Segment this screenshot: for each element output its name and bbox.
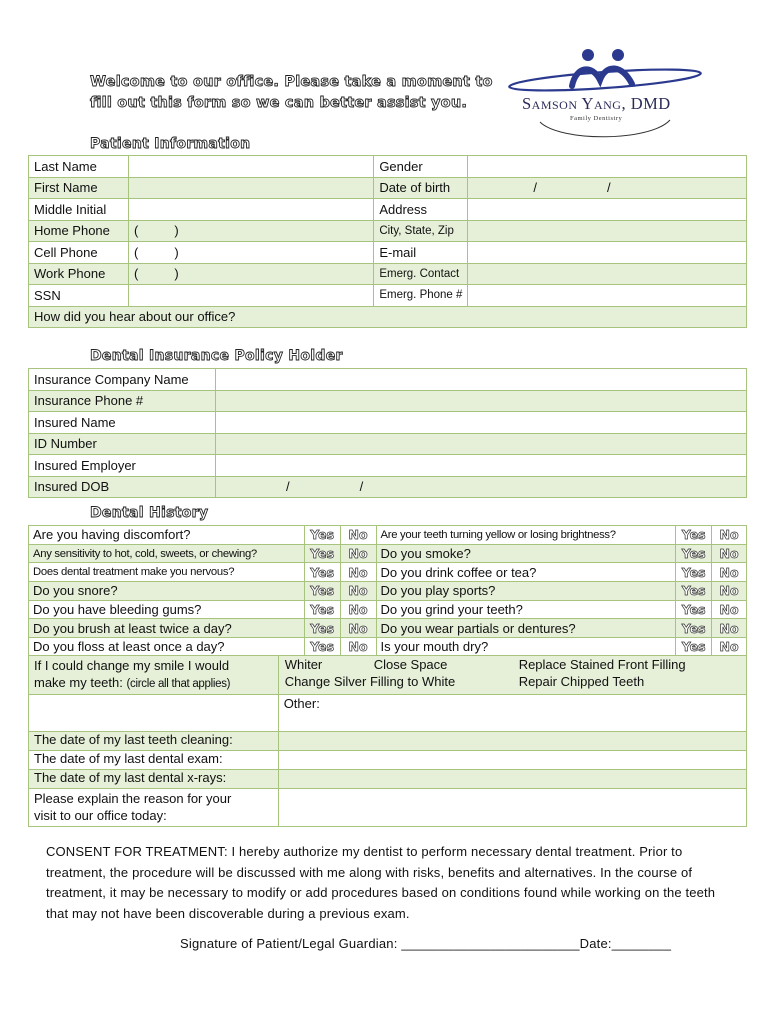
no-option-left[interactable]: No — [340, 582, 376, 601]
home-phone-field[interactable]: ( ) — [128, 220, 373, 242]
no-option-right[interactable]: No — [712, 563, 747, 582]
yes-option-right[interactable]: Yes — [676, 582, 712, 601]
other-label: Other: — [283, 696, 320, 711]
history-question-left: Does dental treatment make you nervous? — [29, 563, 305, 582]
label-emerg-phone: Emerg. Phone # — [374, 285, 468, 307]
logo-subtitle: Family Dentistry — [570, 115, 623, 122]
no-option-right[interactable]: No — [712, 638, 747, 657]
insurance-phone-field[interactable] — [215, 390, 746, 412]
practice-logo — [500, 42, 710, 142]
history-question-right: Is your mouth dry? — [376, 638, 676, 657]
label-cell-phone: Cell Phone — [29, 242, 129, 264]
welcome-line-2: fill out this form so we can better assist you. — [90, 95, 468, 111]
dob-sep-1: / — [533, 180, 538, 196]
history-row — [29, 544, 747, 563]
smile-and-dates-table — [28, 655, 747, 827]
option-close-space[interactable]: Close Space — [373, 657, 448, 672]
yes-option-left[interactable]: Yes — [304, 526, 340, 545]
insurance-row — [29, 433, 747, 455]
no-option-right[interactable]: No — [712, 600, 747, 619]
emerg-contact-field[interactable] — [468, 263, 747, 285]
patient-row — [29, 285, 747, 307]
last-name-field[interactable] — [128, 156, 373, 178]
label-city-state-zip: City, State, Zip — [374, 220, 468, 242]
dob-field[interactable] — [468, 177, 747, 199]
gender-field[interactable] — [468, 156, 747, 178]
label-id-number: ID Number — [29, 433, 216, 455]
no-option-left[interactable]: No — [340, 638, 376, 657]
patient-row — [29, 263, 747, 285]
patient-row — [29, 177, 747, 199]
no-option-right[interactable]: No — [712, 619, 747, 638]
history-question-left: Do you floss at least once a day? — [29, 638, 305, 657]
label-ssn: SSN — [29, 285, 129, 307]
consent-text: CONSENT FOR TREATMENT: I hereby authorize my dentist to perform necessary dental treatment. Prior to treatment, the procedure will be discussed with me along with risks, benefits and alternatives. In the course of treatment, it may be necessary to modify or add procedures based on conditions found while working on the teeth that may not have been discoverable during a previous exam. — [46, 844, 716, 921]
patient-row — [29, 220, 747, 242]
insurance-row — [29, 369, 747, 391]
no-option-left[interactable]: No — [340, 563, 376, 582]
label-dob: Date of birth — [374, 177, 468, 199]
visit-reason-field[interactable] — [278, 789, 746, 827]
welcome-text — [90, 72, 493, 114]
visit-reason-line-1: Please explain the reason for your — [34, 791, 232, 806]
reason-row — [29, 789, 747, 827]
other-blank — [29, 695, 279, 732]
label-address: Address — [374, 199, 468, 221]
patient-row — [29, 156, 747, 178]
yes-option-left[interactable]: Yes — [304, 544, 340, 563]
no-option-left[interactable]: No — [340, 600, 376, 619]
signature-line[interactable]: Signature of Patient/Legal Guardian: ________________________Date:________ — [180, 936, 672, 951]
referral-question[interactable]: How did you hear about our office? — [29, 306, 747, 328]
logo-name: Samson Yang, DMD — [522, 94, 671, 113]
patient-row — [29, 199, 747, 221]
date-row — [29, 732, 747, 751]
middle-initial-field[interactable] — [128, 199, 373, 221]
label-visit-reason — [29, 789, 279, 827]
city-state-zip-field[interactable] — [468, 220, 747, 242]
dental-history-table — [28, 525, 747, 657]
smile-question — [29, 656, 279, 695]
emerg-phone-field[interactable] — [468, 285, 747, 307]
visit-reason-line-2: visit to our office today: — [34, 808, 167, 823]
label-insured-name: Insured Name — [29, 412, 216, 434]
label-insured-employer: Insured Employer — [29, 455, 216, 477]
logo-figures-icon — [500, 42, 710, 142]
yes-option-right[interactable]: Yes — [676, 563, 712, 582]
smile-question-line-2: make my teeth: — [34, 675, 123, 690]
label-insurance-company: Insurance Company Name — [29, 369, 216, 391]
history-question-right: Do you smoke? — [376, 544, 676, 563]
no-option-left[interactable]: No — [340, 526, 376, 545]
history-question-left: Do you have bleeding gums? — [29, 600, 305, 619]
insurance-table — [28, 368, 747, 498]
history-section-title: Dental History — [90, 505, 209, 521]
yes-option-right[interactable]: Yes — [676, 544, 712, 563]
insured-employer-field[interactable] — [215, 455, 746, 477]
history-question-left: Any sensitivity to hot, cold, sweets, or chewing? — [29, 544, 305, 563]
no-option-left[interactable]: No — [340, 619, 376, 638]
label-insured-dob: Insured DOB — [29, 476, 216, 498]
history-question-right: Do you drink coffee or tea? — [376, 563, 676, 582]
label-first-name: First Name — [29, 177, 129, 199]
ssn-field[interactable] — [128, 285, 373, 307]
history-question-left: Are you having discomfort? — [29, 526, 305, 545]
smile-options — [278, 656, 746, 695]
history-question-right: Do you play sports? — [376, 582, 676, 601]
email-field[interactable] — [468, 242, 747, 264]
insurance-row — [29, 390, 747, 412]
cell-phone-field[interactable]: ( ) — [128, 242, 373, 264]
history-row — [29, 563, 747, 582]
yes-option-right[interactable]: Yes — [676, 526, 712, 545]
patient-section-title: Patient Information — [90, 136, 251, 152]
history-question-left: Do you brush at least twice a day? — [29, 619, 305, 638]
label-last-cleaning: The date of my last teeth cleaning: — [29, 732, 279, 751]
label-last-exam: The date of my last dental exam: — [29, 751, 279, 770]
history-question-right: Do you grind your teeth? — [376, 600, 676, 619]
option-whiter[interactable]: Whiter — [284, 657, 323, 672]
insurance-row — [29, 476, 747, 498]
smile-question-line-1: If I could change my smile I would — [34, 658, 230, 673]
dob-sep-2: / — [607, 180, 611, 196]
history-row — [29, 600, 747, 619]
label-gender: Gender — [374, 156, 468, 178]
yes-option-left[interactable]: Yes — [304, 600, 340, 619]
address-field[interactable] — [468, 199, 747, 221]
last-exam-field[interactable] — [278, 751, 746, 770]
patient-info-table — [28, 155, 747, 328]
work-phone-field[interactable]: ( ) — [128, 263, 373, 285]
insured-name-field[interactable] — [215, 412, 746, 434]
no-option-right[interactable]: No — [712, 544, 747, 563]
last-xrays-field[interactable] — [278, 770, 746, 789]
patient-row — [29, 242, 747, 264]
history-question-right: Are your teeth turning yellow or losing brightness? — [376, 526, 676, 545]
yes-option-left[interactable]: Yes — [304, 638, 340, 657]
other-row — [29, 695, 747, 732]
history-question-left: Do you snore? — [29, 582, 305, 601]
date-row — [29, 751, 747, 770]
history-row — [29, 526, 747, 545]
last-cleaning-field[interactable] — [278, 732, 746, 751]
yes-option-right[interactable]: Yes — [676, 638, 712, 657]
no-option-right[interactable]: No — [712, 582, 747, 601]
history-row — [29, 638, 747, 657]
yes-option-left[interactable]: Yes — [304, 582, 340, 601]
no-option-right[interactable]: No — [712, 526, 747, 545]
history-row — [29, 582, 747, 601]
yes-option-right[interactable]: Yes — [676, 619, 712, 638]
no-option-left[interactable]: No — [340, 544, 376, 563]
insured-dob-sep-2: / — [359, 479, 364, 495]
label-home-phone: Home Phone — [29, 220, 129, 242]
insured-dob-field[interactable] — [215, 476, 746, 498]
other-field[interactable] — [278, 695, 746, 732]
yes-option-right[interactable]: Yes — [676, 600, 712, 619]
option-change-silver-filling[interactable]: Change Silver Filling to White — [284, 674, 456, 689]
insurance-row — [29, 455, 747, 477]
insured-dob-sep-1: / — [285, 479, 290, 495]
option-repair-chipped[interactable]: Repair Chipped Teeth — [518, 674, 645, 689]
patient-row — [29, 306, 747, 328]
label-email: E-mail — [374, 242, 468, 264]
label-emerg-contact: Emerg. Contact — [374, 263, 468, 285]
insurance-row — [29, 412, 747, 434]
id-number-field[interactable] — [215, 433, 746, 455]
history-row — [29, 619, 747, 638]
label-middle-initial: Middle Initial — [29, 199, 129, 221]
label-work-phone: Work Phone — [29, 263, 129, 285]
insurance-section-title: Dental Insurance Policy Holder — [90, 348, 343, 364]
option-replace-stained-filling[interactable]: Replace Stained Front Filling — [518, 657, 686, 672]
label-insurance-phone: Insurance Phone # — [29, 390, 216, 412]
welcome-line-1: Welcome to our office. Please take a moment to — [90, 74, 493, 90]
yes-option-left[interactable]: Yes — [304, 563, 340, 582]
label-last-name: Last Name — [29, 156, 129, 178]
yes-option-left[interactable]: Yes — [304, 619, 340, 638]
smile-question-note: (circle all that applies) — [126, 678, 231, 690]
label-last-xrays: The date of my last dental x-rays: — [29, 770, 279, 789]
date-row — [29, 770, 747, 789]
insurance-company-field[interactable] — [215, 369, 746, 391]
history-question-right: Do you wear partials or dentures? — [376, 619, 676, 638]
smile-row — [29, 656, 747, 695]
first-name-field[interactable] — [128, 177, 373, 199]
